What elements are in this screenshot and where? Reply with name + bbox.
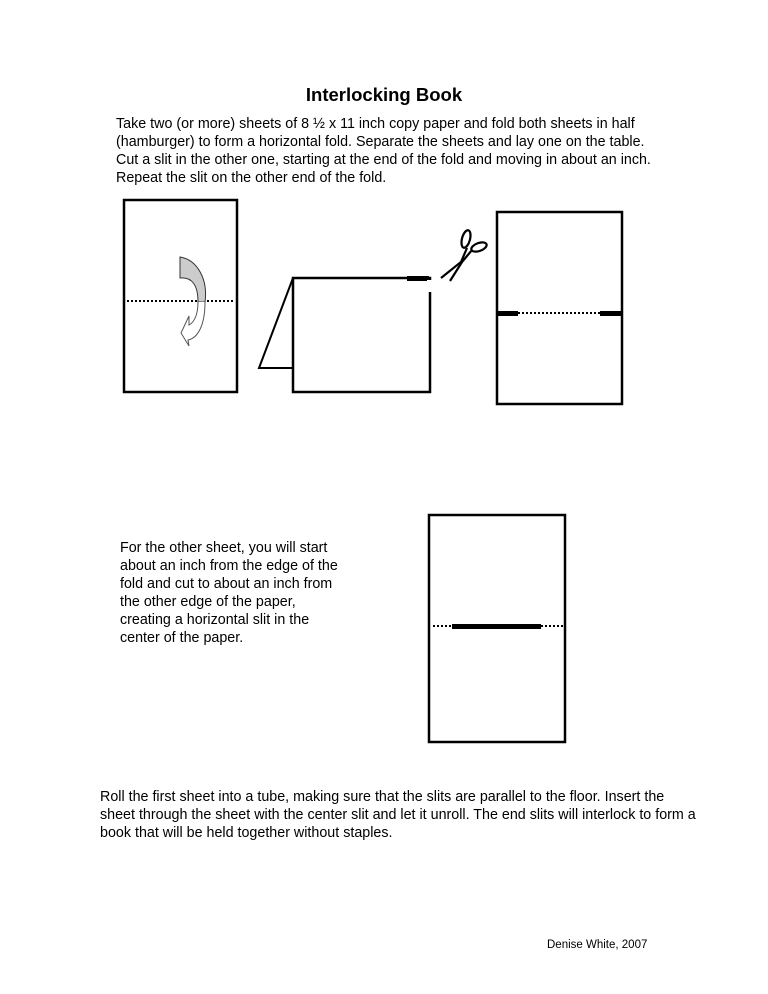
scissors-icon: [441, 229, 488, 281]
final-paragraph: Roll the first sheet into a tube, making sure that the slits are parallel to the floor. Insert the sheet through the sheet with the center slit and let it unroll. The end slits will interlock to form a book that will be held together without staples.: [100, 789, 696, 841]
fold-arrow-icon: [180, 257, 206, 302]
center-slit-sheet-diagram: [429, 515, 565, 742]
sheet-fold-diagram: [124, 200, 237, 392]
author-signature: Denise White, 2007: [547, 939, 648, 951]
slit-ends-sheet-diagram: [497, 212, 622, 404]
page-title: Interlocking Book: [305, 84, 463, 105]
folded-sheet-diagram: [259, 276, 433, 392]
intro-paragraph: Take two (or more) sheets of 8 ½ x 11 inch copy paper and fold both sheets in half (hamburger) to form a horizontal fold. Separate the sheets and lay one on the table. Cut a slit in the other one, starting at the end of the fold and moving in about an inch. Repeat the slit on the other end of the fold.: [116, 116, 651, 186]
second-sheet-paragraph: For the other sheet, you will start about an inch from the edge of the fold and cut to about an inch from the other edge of the paper, creating a horizontal slit in the center of the paper.: [120, 540, 338, 646]
